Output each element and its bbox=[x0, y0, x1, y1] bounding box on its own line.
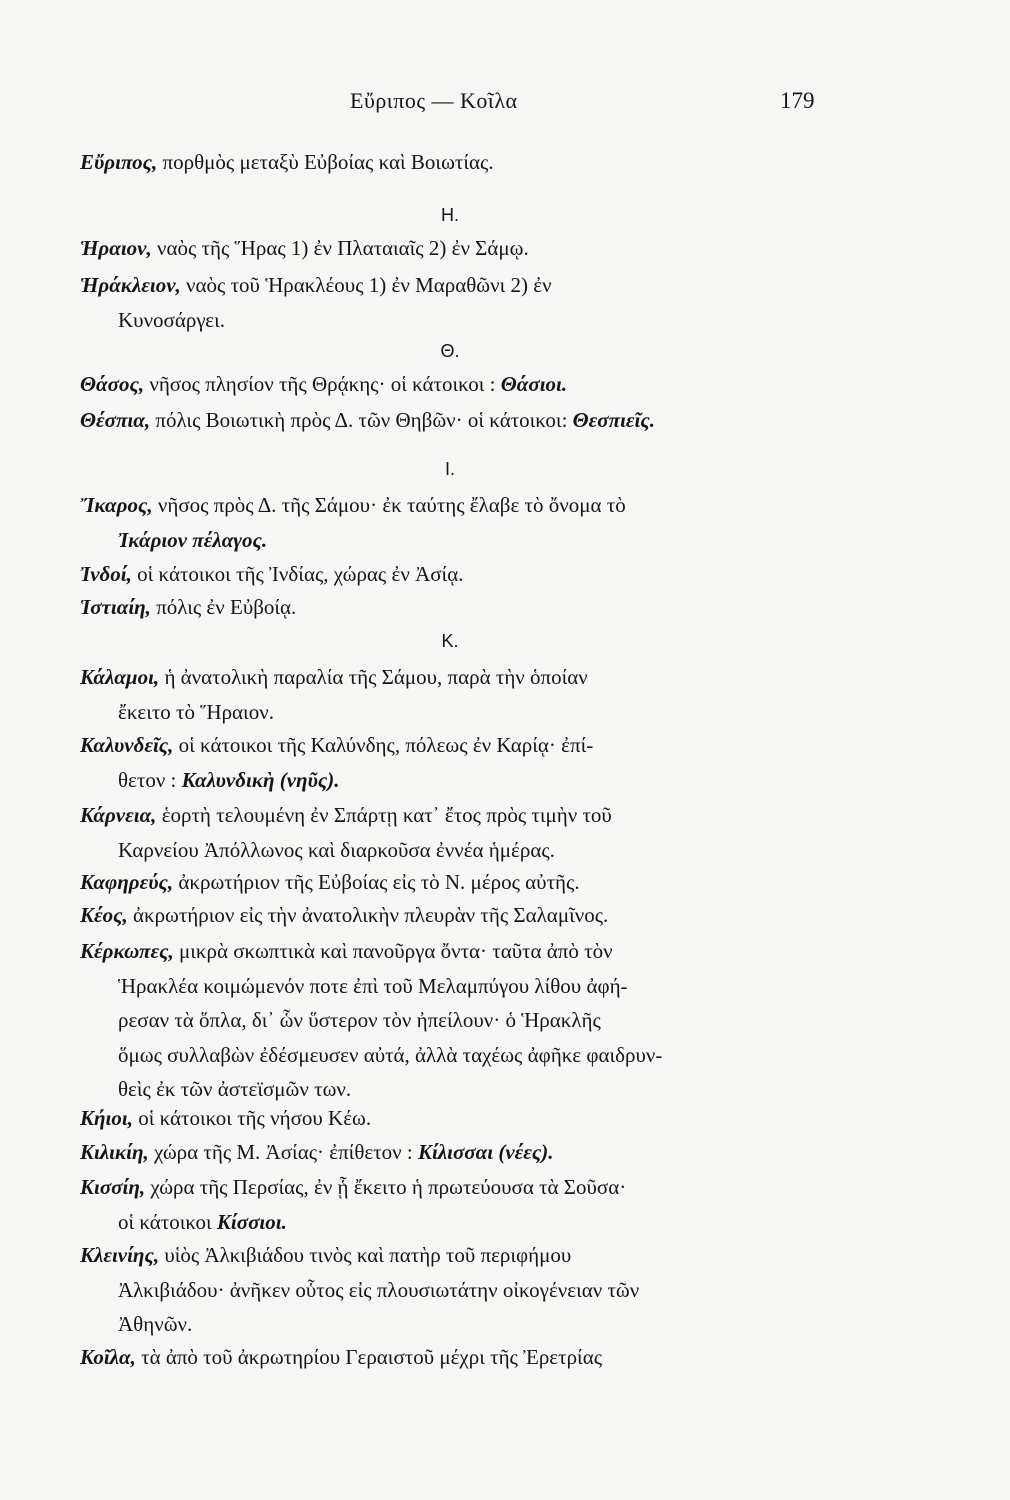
definition-text: θετον : bbox=[118, 767, 182, 792]
running-title: Εὔριπος — Κοῖλα bbox=[350, 88, 518, 113]
page-number: 179 bbox=[780, 88, 815, 113]
entry bbox=[80, 231, 820, 266]
entry bbox=[80, 1238, 820, 1342]
headword: Κοῖλα, bbox=[80, 1345, 136, 1369]
definition: πόλις Βοιωτικὴ πρὸς Δ. τῶν Θηβῶν· οἱ κάτοικοι: bbox=[150, 408, 573, 432]
entry bbox=[80, 1135, 820, 1170]
italic-term: Καλυνδικὴ (νηῦς). bbox=[181, 767, 340, 792]
definition: ναὸς τοῦ Ἡρακλέους 1) ἐν Μαραθῶνι 2) ἐν bbox=[180, 273, 552, 297]
headword: Θέσπια, bbox=[80, 408, 151, 432]
italic-term: Κίλισσαι (νέες). bbox=[417, 1140, 554, 1164]
headword: Κέρκωπες, bbox=[80, 939, 174, 963]
definition: πορθμὸς μεταξὺ Εὐβοίας καὶ Βοιωτίας. bbox=[157, 150, 494, 174]
entry bbox=[80, 488, 820, 557]
entry bbox=[80, 403, 820, 438]
definition-continuation: ρεσαν τὰ ὅπλα, δι᾽ ὧν ὕστερον τὸν ἠπείλουν· ὁ Ἡρακλῆς bbox=[118, 1008, 601, 1032]
definition-continuation: Καρνείου Ἀπόλλωνος καὶ διαρκοῦσα ἐννέα ἡμέρας. bbox=[118, 837, 555, 862]
italic-term: Θάσιοι. bbox=[500, 372, 568, 396]
headword: Κέος, bbox=[80, 903, 128, 927]
headword: Κήιοι, bbox=[80, 1106, 133, 1130]
entry bbox=[80, 1101, 820, 1136]
entry bbox=[80, 145, 820, 180]
page-header bbox=[0, 88, 1010, 124]
definition: νῆσος πλησίον τῆς Θρᾴκης· οἱ κάτοικοι : bbox=[144, 372, 501, 396]
definition-continuation: Ἡρακλέα κοιμώμενόν ποτε ἐπὶ τοῦ Μελαμπύγου λίθου ἀφή- bbox=[118, 973, 628, 998]
headword: Κισσίη, bbox=[80, 1175, 146, 1199]
headword: Κλεινίης, bbox=[80, 1243, 160, 1267]
definition: ἑορτὴ τελουμένη ἐν Σπάρτῃ κατ᾽ ἔτος πρὸς τιμὴν τοῦ bbox=[156, 803, 612, 827]
definition: οἱ κάτοικοι τῆς Ἰνδίας, χώρας ἐν Ἀσίᾳ. bbox=[131, 562, 464, 586]
definition-continuation: Ἀλκιβιάδου· ἀνῆκεν οὗτος εἰς πλουσιωτάτην οἰκογένειαν τῶν bbox=[118, 1277, 640, 1302]
definition-continuation bbox=[80, 763, 820, 798]
headword: Κάλαμοι, bbox=[80, 665, 160, 689]
headword: Ἰνδοί, bbox=[80, 562, 132, 586]
letter-heading: Η. bbox=[441, 205, 459, 225]
entry bbox=[80, 865, 820, 900]
entry bbox=[80, 367, 820, 402]
definition-continuation: ὅμως συλλαβὼν ἐδέσμευσεν αὐτά, ἀλλὰ ταχέως ἀφῆκε φαιδρυν- bbox=[118, 1042, 663, 1067]
entry bbox=[80, 557, 820, 592]
letter-heading: Κ. bbox=[441, 631, 459, 651]
definition: ἀκρωτήριον τῆς Εὐβοίας εἰς τὸ Ν. μέρος αὐτῆς. bbox=[173, 870, 580, 894]
headword: Καλυνδεῖς, bbox=[80, 733, 174, 757]
entry bbox=[80, 728, 820, 797]
headword: Κιλικίη, bbox=[80, 1140, 149, 1164]
headword: Κάρνεια, bbox=[80, 803, 157, 827]
italic-term: Ἰκάριον πέλαγος. bbox=[118, 527, 268, 552]
definition-continuation: Κυνοσάργει. bbox=[118, 307, 225, 332]
italic-term: Θεσπιεῖς. bbox=[572, 408, 655, 432]
entry bbox=[80, 268, 820, 337]
definition: χώρα τῆς Μ. Ἀσίας· ἐπίθετον : bbox=[148, 1140, 418, 1164]
entry bbox=[80, 590, 820, 625]
entry bbox=[80, 898, 820, 933]
definition: πόλις ἐν Εὐβοίᾳ. bbox=[150, 595, 297, 619]
headword: Ἡράκλειον, bbox=[80, 273, 181, 297]
italic-term: Κίσσιοι. bbox=[216, 1209, 287, 1234]
definition-text: οἱ κάτοικοι bbox=[118, 1209, 217, 1234]
definition-continuation bbox=[80, 1205, 820, 1240]
headword: Ἴκαρος, bbox=[80, 493, 153, 517]
headword: Ἱστιαίη, bbox=[80, 595, 151, 619]
headword: Καφηρεύς, bbox=[80, 870, 174, 894]
entry bbox=[80, 1340, 820, 1375]
definition: ναὸς τῆς Ἥρας 1) ἐν Πλαταιαῖς 2) ἐν Σάμῳ. bbox=[151, 236, 529, 260]
definition: υἱὸς Ἀλκιβιάδου τινὸς καὶ πατὴρ τοῦ περιφήμου bbox=[159, 1243, 572, 1267]
definition: τὰ ἀπὸ τοῦ ἀκρωτηρίου Γεραιστοῦ μέχρι τῆς Ἐρετρίας bbox=[135, 1345, 603, 1369]
definition: ἡ ἀνατολικὴ παραλία τῆς Σάμου, παρὰ τὴν ὁποίαν bbox=[159, 665, 588, 689]
definition: νῆσος πρὸς Δ. τῆς Σάμου· ἐκ ταύτης ἔλαβε τὸ ὄνομα τὸ bbox=[152, 493, 626, 517]
definition-continuation: Ἀθηνῶν. bbox=[118, 1312, 193, 1336]
headword: Θάσος, bbox=[80, 372, 145, 396]
headword: Εὔριπος, bbox=[80, 150, 158, 174]
headword: Ἡραιον, bbox=[80, 236, 152, 260]
definition: χώρα τῆς Περσίας, ἐν ᾗ ἔκειτο ἡ πρωτεύουσα τὰ Σοῦσα· bbox=[145, 1175, 627, 1199]
definition: οἱ κάτοικοι τῆς Καλύνδης, πόλεως ἐν Καρίᾳ· ἐπί- bbox=[173, 733, 594, 757]
entry bbox=[80, 798, 820, 867]
definition: οἱ κάτοικοι τῆς νήσου Κέω. bbox=[132, 1106, 372, 1130]
letter-heading: Ι. bbox=[444, 459, 455, 479]
entry bbox=[80, 934, 820, 1107]
entry bbox=[80, 660, 820, 729]
letter-heading: Θ. bbox=[440, 341, 460, 361]
definition-continuation: ἔκειτο τὸ Ἥραιον. bbox=[118, 699, 274, 724]
definition: μικρὰ σκωπτικὰ καὶ πανοῦργα ὄντα· ταῦτα ἀπὸ τὸν bbox=[173, 939, 613, 963]
definition: ἀκρωτήριον εἰς τὴν ἀνατολικὴν πλευρὰν τῆς Σαλαμῖνος. bbox=[127, 903, 609, 927]
definition-continuation: θεὶς ἐκ τῶν ἀστεϊσμῶν των. bbox=[118, 1077, 352, 1101]
entry bbox=[80, 1170, 820, 1239]
